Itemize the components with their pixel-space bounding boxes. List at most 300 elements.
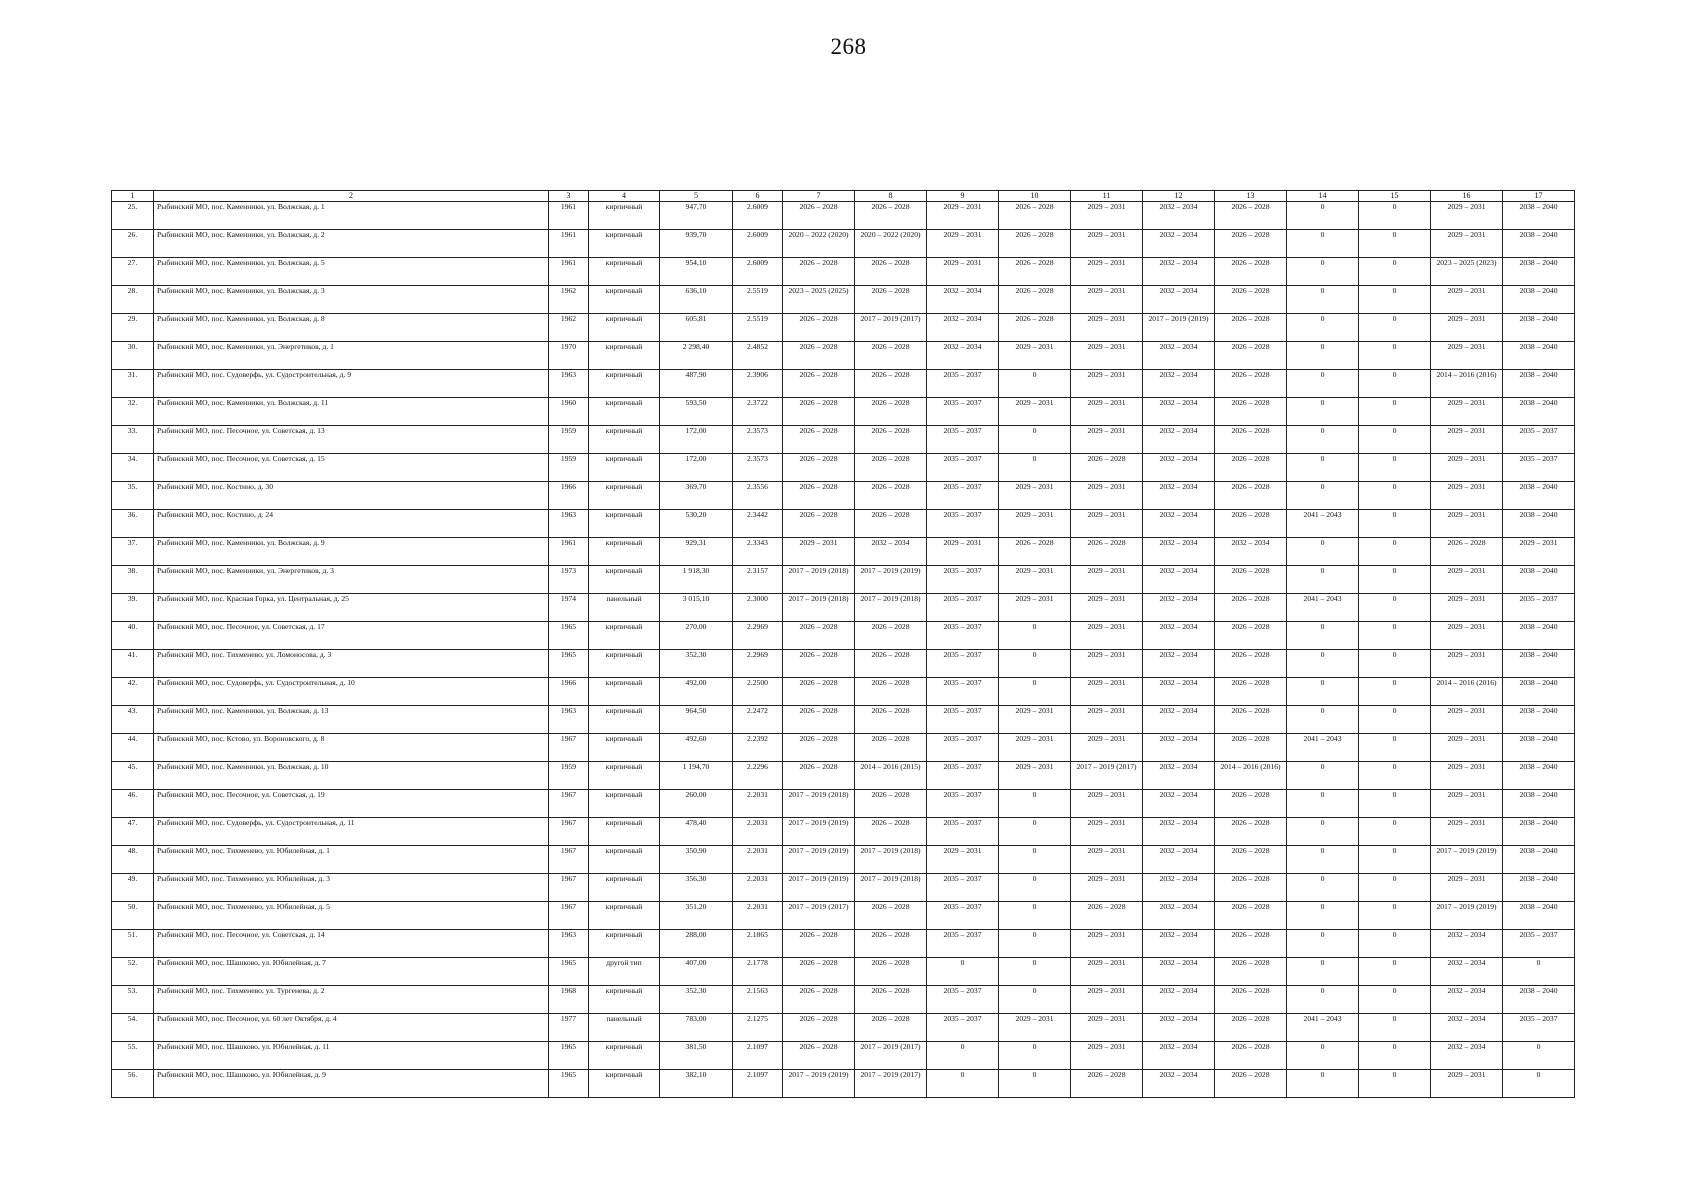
period-col-15-cell: 0: [1359, 230, 1431, 258]
table-row: [112, 650, 1575, 678]
wall-material-cell: кирпичный: [589, 482, 660, 510]
period-col-14-cell: 2041 – 2043: [1287, 594, 1359, 622]
area-cell: 270,00: [660, 622, 733, 650]
table-row: [112, 538, 1575, 566]
area-cell: 947,70: [660, 202, 733, 230]
period-col-9-cell: 2035 – 2037: [927, 930, 999, 958]
wall-material-cell: кирпичный: [589, 846, 660, 874]
coefficient-cell: 2.2296: [733, 762, 783, 790]
table-row: [112, 930, 1575, 958]
period-col-7-cell: 2026 – 2028: [783, 510, 855, 538]
year-built-cell: 1965: [549, 1042, 589, 1070]
period-col-14-cell: 0: [1287, 706, 1359, 734]
period-col-9-cell: 2035 – 2037: [927, 902, 999, 930]
area-cell: 1 918,30: [660, 566, 733, 594]
area-cell: 260,00: [660, 790, 733, 818]
area-cell: 783,00: [660, 1014, 733, 1042]
coefficient-cell: 2.1275: [733, 1014, 783, 1042]
wall-material-cell: кирпичный: [589, 230, 660, 258]
coefficient-cell: 2.3343: [733, 538, 783, 566]
column-number-row: [112, 191, 1575, 202]
period-col-13-cell: 2014 – 2016 (2016): [1215, 762, 1287, 790]
period-col-9-cell: 2035 – 2037: [927, 790, 999, 818]
period-col-16-cell: 2029 – 2031: [1431, 230, 1503, 258]
coefficient-cell: 2.1563: [733, 986, 783, 1014]
period-col-8-cell: 2017 – 2019 (2018): [855, 594, 927, 622]
period-col-15-cell: 0: [1359, 258, 1431, 286]
period-col-17-cell: 2038 – 2040: [1503, 902, 1575, 930]
period-col-14-cell: 0: [1287, 790, 1359, 818]
period-col-7-cell: 2026 – 2028: [783, 1014, 855, 1042]
period-col-13-cell: 2026 – 2028: [1215, 622, 1287, 650]
period-col-11-cell: 2029 – 2031: [1071, 622, 1143, 650]
period-col-15-cell: 0: [1359, 874, 1431, 902]
period-col-10-cell: 2029 – 2031: [999, 734, 1071, 762]
wall-material-cell: кирпичный: [589, 538, 660, 566]
period-col-15-cell: 0: [1359, 902, 1431, 930]
period-col-13-cell: 2026 – 2028: [1215, 1042, 1287, 1070]
area-cell: 954,10: [660, 258, 733, 286]
table-row: [112, 734, 1575, 762]
period-col-11-cell: 2029 – 2031: [1071, 398, 1143, 426]
period-col-17-cell: 2038 – 2040: [1503, 258, 1575, 286]
period-col-14-cell: 0: [1287, 622, 1359, 650]
coefficient-cell: 2.2969: [733, 622, 783, 650]
period-col-8-cell: 2014 – 2016 (2015): [855, 762, 927, 790]
coefficient-cell: 2.1097: [733, 1070, 783, 1098]
period-col-9-cell: 2035 – 2037: [927, 594, 999, 622]
period-col-8-cell: 2017 – 2019 (2018): [855, 874, 927, 902]
period-col-13-cell: 2026 – 2028: [1215, 902, 1287, 930]
period-col-13-cell: 2026 – 2028: [1215, 258, 1287, 286]
coefficient-cell: 2.1865: [733, 930, 783, 958]
period-col-9-cell: 2035 – 2037: [927, 818, 999, 846]
period-col-11-cell: 2029 – 2031: [1071, 510, 1143, 538]
period-col-14-cell: 0: [1287, 762, 1359, 790]
wall-material-cell: кирпичный: [589, 566, 660, 594]
table-row: [112, 818, 1575, 846]
period-col-10-cell: 2029 – 2031: [999, 706, 1071, 734]
period-col-11-cell: 2029 – 2031: [1071, 846, 1143, 874]
year-built-cell: 1960: [549, 398, 589, 426]
address-cell: Рыбинский МО, пос. Песочное, ул. 60 лет Октября, д. 4: [154, 1014, 549, 1042]
area-cell: 288,00: [660, 930, 733, 958]
period-col-8-cell: 2032 – 2034: [855, 538, 927, 566]
period-col-17-cell: 2038 – 2040: [1503, 398, 1575, 426]
table-row: [112, 314, 1575, 342]
period-col-8-cell: 2026 – 2028: [855, 258, 927, 286]
table-row: [112, 566, 1575, 594]
period-col-10-cell: 2029 – 2031: [999, 510, 1071, 538]
coefficient-cell: 2.6009: [733, 258, 783, 286]
period-col-12-cell: 2032 – 2034: [1143, 510, 1215, 538]
period-col-11-cell: 2026 – 2028: [1071, 454, 1143, 482]
period-col-16-cell: 2032 – 2034: [1431, 1042, 1503, 1070]
period-col-17-cell: 2029 – 2031: [1503, 538, 1575, 566]
period-col-14-cell: 0: [1287, 370, 1359, 398]
period-col-10-cell: 0: [999, 622, 1071, 650]
period-col-17-cell: 0: [1503, 1070, 1575, 1098]
period-col-17-cell: 2038 – 2040: [1503, 846, 1575, 874]
row-index-cell: 43.: [112, 706, 154, 734]
period-col-15-cell: 0: [1359, 650, 1431, 678]
wall-material-cell: кирпичный: [589, 1070, 660, 1098]
period-col-14-cell: 0: [1287, 454, 1359, 482]
period-col-10-cell: 0: [999, 986, 1071, 1014]
column-number-cell: 3: [549, 191, 589, 202]
table-row: [112, 482, 1575, 510]
wall-material-cell: кирпичный: [589, 342, 660, 370]
period-col-12-cell: 2032 – 2034: [1143, 202, 1215, 230]
table-row: [112, 1014, 1575, 1042]
row-index-cell: 30.: [112, 342, 154, 370]
row-index-cell: 41.: [112, 650, 154, 678]
period-col-11-cell: 2029 – 2031: [1071, 930, 1143, 958]
area-cell: 352,30: [660, 986, 733, 1014]
table-row: [112, 342, 1575, 370]
row-index-cell: 46.: [112, 790, 154, 818]
year-built-cell: 1963: [549, 370, 589, 398]
column-number-cell: 8: [855, 191, 927, 202]
period-col-8-cell: 2026 – 2028: [855, 342, 927, 370]
period-col-17-cell: 2038 – 2040: [1503, 342, 1575, 370]
period-col-8-cell: 2026 – 2028: [855, 818, 927, 846]
year-built-cell: 1962: [549, 286, 589, 314]
row-index-cell: 45.: [112, 762, 154, 790]
year-built-cell: 1965: [549, 958, 589, 986]
coefficient-cell: 2.6009: [733, 230, 783, 258]
period-col-13-cell: 2026 – 2028: [1215, 818, 1287, 846]
period-col-7-cell: 2026 – 2028: [783, 706, 855, 734]
year-built-cell: 1961: [549, 258, 589, 286]
period-col-16-cell: 2032 – 2034: [1431, 986, 1503, 1014]
year-built-cell: 1963: [549, 510, 589, 538]
period-col-10-cell: 0: [999, 1042, 1071, 1070]
period-col-10-cell: 0: [999, 818, 1071, 846]
period-col-12-cell: 2032 – 2034: [1143, 1014, 1215, 1042]
year-built-cell: 1961: [549, 230, 589, 258]
column-number-cell: 9: [927, 191, 999, 202]
wall-material-cell: кирпичный: [589, 398, 660, 426]
period-col-13-cell: 2026 – 2028: [1215, 510, 1287, 538]
period-col-15-cell: 0: [1359, 958, 1431, 986]
address-cell: Рыбинский МО, пос. Шашково, ул. Юбилейная, д. 11: [154, 1042, 549, 1070]
period-col-13-cell: 2026 – 2028: [1215, 286, 1287, 314]
period-col-15-cell: 0: [1359, 1042, 1431, 1070]
row-index-cell: 36.: [112, 510, 154, 538]
period-col-7-cell: 2026 – 2028: [783, 986, 855, 1014]
period-col-14-cell: 0: [1287, 286, 1359, 314]
period-col-7-cell: 2029 – 2031: [783, 538, 855, 566]
period-col-7-cell: 2026 – 2028: [783, 678, 855, 706]
period-col-8-cell: 2017 – 2019 (2017): [855, 1042, 927, 1070]
table-row: [112, 706, 1575, 734]
year-built-cell: 1966: [549, 482, 589, 510]
period-col-16-cell: 2029 – 2031: [1431, 314, 1503, 342]
period-col-13-cell: 2026 – 2028: [1215, 874, 1287, 902]
address-cell: Рыбинский МО, пос. Каменники, ул. Волжская, д. 13: [154, 706, 549, 734]
period-col-12-cell: 2032 – 2034: [1143, 482, 1215, 510]
year-built-cell: 1965: [549, 1070, 589, 1098]
period-col-13-cell: 2026 – 2028: [1215, 314, 1287, 342]
period-col-11-cell: 2029 – 2031: [1071, 678, 1143, 706]
period-col-17-cell: 2038 – 2040: [1503, 678, 1575, 706]
coefficient-cell: 2.2031: [733, 818, 783, 846]
period-col-10-cell: 0: [999, 790, 1071, 818]
table-row: [112, 958, 1575, 986]
period-col-11-cell: 2029 – 2031: [1071, 314, 1143, 342]
coefficient-cell: 2.5519: [733, 286, 783, 314]
column-number-cell: 2: [154, 191, 549, 202]
period-col-17-cell: 2038 – 2040: [1503, 986, 1575, 1014]
year-built-cell: 1963: [549, 930, 589, 958]
period-col-11-cell: 2029 – 2031: [1071, 958, 1143, 986]
period-col-7-cell: 2026 – 2028: [783, 1042, 855, 1070]
period-col-16-cell: 2029 – 2031: [1431, 762, 1503, 790]
table-row: [112, 678, 1575, 706]
coefficient-cell: 2.2472: [733, 706, 783, 734]
period-col-14-cell: 2041 – 2043: [1287, 1014, 1359, 1042]
period-col-7-cell: 2026 – 2028: [783, 958, 855, 986]
period-col-12-cell: 2032 – 2034: [1143, 258, 1215, 286]
address-cell: Рыбинский МО, пос. Каменники, ул. Волжская, д. 10: [154, 762, 549, 790]
period-col-13-cell: 2026 – 2028: [1215, 678, 1287, 706]
period-col-13-cell: 2026 – 2028: [1215, 482, 1287, 510]
coefficient-cell: 2.3573: [733, 426, 783, 454]
period-col-16-cell: 2029 – 2031: [1431, 818, 1503, 846]
coefficient-cell: 2.3722: [733, 398, 783, 426]
period-col-7-cell: 2026 – 2028: [783, 622, 855, 650]
period-col-10-cell: 2029 – 2031: [999, 398, 1071, 426]
period-col-10-cell: 2029 – 2031: [999, 762, 1071, 790]
wall-material-cell: кирпичный: [589, 258, 660, 286]
period-col-15-cell: 0: [1359, 314, 1431, 342]
wall-material-cell: кирпичный: [589, 622, 660, 650]
year-built-cell: 1962: [549, 314, 589, 342]
period-col-12-cell: 2032 – 2034: [1143, 342, 1215, 370]
period-col-15-cell: 0: [1359, 566, 1431, 594]
period-col-7-cell: 2026 – 2028: [783, 762, 855, 790]
wall-material-cell: кирпичный: [589, 762, 660, 790]
period-col-11-cell: 2029 – 2031: [1071, 874, 1143, 902]
period-col-9-cell: 2029 – 2031: [927, 202, 999, 230]
period-col-10-cell: 0: [999, 1070, 1071, 1098]
period-col-16-cell: 2032 – 2034: [1431, 1014, 1503, 1042]
row-index-cell: 25.: [112, 202, 154, 230]
year-built-cell: 1977: [549, 1014, 589, 1042]
period-col-10-cell: 0: [999, 874, 1071, 902]
table-row: [112, 510, 1575, 538]
period-col-8-cell: 2026 – 2028: [855, 370, 927, 398]
coefficient-cell: 2.2031: [733, 874, 783, 902]
year-built-cell: 1959: [549, 426, 589, 454]
address-cell: Рыбинский МО, пос. Каменники, ул. Волжская, д. 5: [154, 258, 549, 286]
table-row: [112, 286, 1575, 314]
address-cell: Рыбинский МО, пос. Судоверфь, ул. Судостроительная, д. 11: [154, 818, 549, 846]
period-col-15-cell: 0: [1359, 202, 1431, 230]
area-cell: 964,50: [660, 706, 733, 734]
column-number-cell: 15: [1359, 191, 1431, 202]
period-col-8-cell: 2026 – 2028: [855, 958, 927, 986]
period-col-15-cell: 0: [1359, 342, 1431, 370]
period-col-7-cell: 2026 – 2028: [783, 426, 855, 454]
period-col-8-cell: 2026 – 2028: [855, 706, 927, 734]
period-col-9-cell: 2035 – 2037: [927, 454, 999, 482]
period-col-8-cell: 2026 – 2028: [855, 622, 927, 650]
period-col-9-cell: 2029 – 2031: [927, 258, 999, 286]
period-col-7-cell: 2017 – 2019 (2018): [783, 594, 855, 622]
period-col-13-cell: 2026 – 2028: [1215, 734, 1287, 762]
period-col-8-cell: 2026 – 2028: [855, 902, 927, 930]
period-col-13-cell: 2026 – 2028: [1215, 426, 1287, 454]
year-built-cell: 1961: [549, 202, 589, 230]
period-col-10-cell: 2029 – 2031: [999, 342, 1071, 370]
period-col-9-cell: 2035 – 2037: [927, 398, 999, 426]
period-col-16-cell: 2029 – 2031: [1431, 398, 1503, 426]
period-col-11-cell: 2029 – 2031: [1071, 706, 1143, 734]
period-col-17-cell: 2038 – 2040: [1503, 622, 1575, 650]
wall-material-cell: кирпичный: [589, 734, 660, 762]
coefficient-cell: 2.2500: [733, 678, 783, 706]
period-col-17-cell: 0: [1503, 1042, 1575, 1070]
period-col-17-cell: 2038 – 2040: [1503, 706, 1575, 734]
period-col-9-cell: 2035 – 2037: [927, 622, 999, 650]
period-col-17-cell: 2035 – 2037: [1503, 454, 1575, 482]
period-col-12-cell: 2032 – 2034: [1143, 1042, 1215, 1070]
row-index-cell: 38.: [112, 566, 154, 594]
period-col-9-cell: 0: [927, 958, 999, 986]
period-col-15-cell: 0: [1359, 286, 1431, 314]
coefficient-cell: 2.5519: [733, 314, 783, 342]
period-col-16-cell: 2032 – 2034: [1431, 958, 1503, 986]
period-col-15-cell: 0: [1359, 846, 1431, 874]
row-index-cell: 39.: [112, 594, 154, 622]
period-col-12-cell: 2032 – 2034: [1143, 1070, 1215, 1098]
period-col-16-cell: 2032 – 2034: [1431, 930, 1503, 958]
wall-material-cell: кирпичный: [589, 706, 660, 734]
period-col-13-cell: 2026 – 2028: [1215, 986, 1287, 1014]
period-col-9-cell: 2035 – 2037: [927, 566, 999, 594]
period-col-13-cell: 2026 – 2028: [1215, 202, 1287, 230]
column-number-cell: 7: [783, 191, 855, 202]
period-col-10-cell: 2029 – 2031: [999, 1014, 1071, 1042]
period-col-9-cell: 0: [927, 1070, 999, 1098]
period-col-12-cell: 2032 – 2034: [1143, 650, 1215, 678]
period-col-14-cell: 0: [1287, 1070, 1359, 1098]
period-col-9-cell: 2029 – 2031: [927, 538, 999, 566]
table-row: [112, 902, 1575, 930]
address-cell: Рыбинский МО, пос. Тихменево, ул. Юбилейная, д. 1: [154, 846, 549, 874]
row-index-cell: 42.: [112, 678, 154, 706]
period-col-10-cell: 2026 – 2028: [999, 286, 1071, 314]
period-col-9-cell: 2032 – 2034: [927, 342, 999, 370]
period-col-7-cell: 2026 – 2028: [783, 482, 855, 510]
period-col-9-cell: 2035 – 2037: [927, 986, 999, 1014]
address-cell: Рыбинский МО, пос. Каменники, ул. Энергетиков, д. 3: [154, 566, 549, 594]
period-col-12-cell: 2032 – 2034: [1143, 958, 1215, 986]
period-col-15-cell: 0: [1359, 706, 1431, 734]
wall-material-cell: кирпичный: [589, 202, 660, 230]
period-col-13-cell: 2026 – 2028: [1215, 930, 1287, 958]
row-index-cell: 47.: [112, 818, 154, 846]
address-cell: Рыбинский МО, пос. Кстово, ул. Вороновского, д. 8: [154, 734, 549, 762]
wall-material-cell: кирпичный: [589, 370, 660, 398]
period-col-14-cell: 0: [1287, 482, 1359, 510]
period-col-14-cell: 0: [1287, 958, 1359, 986]
row-index-cell: 50.: [112, 902, 154, 930]
year-built-cell: 1967: [549, 818, 589, 846]
period-col-14-cell: 0: [1287, 874, 1359, 902]
period-col-13-cell: 2026 – 2028: [1215, 398, 1287, 426]
period-col-11-cell: 2029 – 2031: [1071, 342, 1143, 370]
period-col-7-cell: 2026 – 2028: [783, 342, 855, 370]
period-col-10-cell: 2026 – 2028: [999, 202, 1071, 230]
period-col-17-cell: 2035 – 2037: [1503, 1014, 1575, 1042]
period-col-17-cell: 2035 – 2037: [1503, 594, 1575, 622]
period-col-14-cell: 0: [1287, 230, 1359, 258]
area-cell: 487,90: [660, 370, 733, 398]
year-built-cell: 1967: [549, 734, 589, 762]
coefficient-cell: 2.1778: [733, 958, 783, 986]
period-col-14-cell: 0: [1287, 202, 1359, 230]
period-col-16-cell: 2029 – 2031: [1431, 734, 1503, 762]
period-col-12-cell: 2032 – 2034: [1143, 370, 1215, 398]
period-col-16-cell: 2029 – 2031: [1431, 454, 1503, 482]
period-col-16-cell: 2029 – 2031: [1431, 426, 1503, 454]
period-col-9-cell: 2035 – 2037: [927, 1014, 999, 1042]
area-cell: 492,60: [660, 734, 733, 762]
period-col-16-cell: 2014 – 2016 (2016): [1431, 370, 1503, 398]
period-col-11-cell: 2029 – 2031: [1071, 230, 1143, 258]
period-col-15-cell: 0: [1359, 678, 1431, 706]
period-col-9-cell: 2035 – 2037: [927, 762, 999, 790]
coefficient-cell: 2.2392: [733, 734, 783, 762]
period-col-7-cell: 2017 – 2019 (2019): [783, 818, 855, 846]
area-cell: 350,90: [660, 846, 733, 874]
address-cell: Рыбинский МО, пос. Каменники, ул. Волжская, д. 2: [154, 230, 549, 258]
row-index-cell: 54.: [112, 1014, 154, 1042]
wall-material-cell: панельный: [589, 1014, 660, 1042]
period-col-17-cell: 2038 – 2040: [1503, 790, 1575, 818]
address-cell: Рыбинский МО, пос. Тихменево, ул. Ломоносова, д. 3: [154, 650, 549, 678]
area-cell: 172,00: [660, 454, 733, 482]
address-cell: Рыбинский МО, пос. Тихменево, ул. Юбилейная, д. 5: [154, 902, 549, 930]
column-number-cell: 4: [589, 191, 660, 202]
period-col-8-cell: 2026 – 2028: [855, 510, 927, 538]
wall-material-cell: кирпичный: [589, 314, 660, 342]
period-col-17-cell: 2038 – 2040: [1503, 734, 1575, 762]
period-col-13-cell: 2026 – 2028: [1215, 958, 1287, 986]
period-col-12-cell: 2032 – 2034: [1143, 986, 1215, 1014]
address-cell: Рыбинский МО, пос. Каменники, ул. Волжская, д. 3: [154, 286, 549, 314]
year-built-cell: 1959: [549, 454, 589, 482]
period-col-7-cell: 2017 – 2019 (2019): [783, 846, 855, 874]
column-number-cell: 5: [660, 191, 733, 202]
period-col-10-cell: 2026 – 2028: [999, 258, 1071, 286]
table-row: [112, 398, 1575, 426]
period-col-11-cell: 2029 – 2031: [1071, 566, 1143, 594]
period-col-7-cell: 2026 – 2028: [783, 258, 855, 286]
period-col-7-cell: 2023 – 2025 (2025): [783, 286, 855, 314]
period-col-10-cell: 2026 – 2028: [999, 230, 1071, 258]
period-col-12-cell: 2017 – 2019 (2019): [1143, 314, 1215, 342]
address-cell: Рыбинский МО, пос. Песочное, ул. Советская, д. 17: [154, 622, 549, 650]
period-col-8-cell: 2026 – 2028: [855, 1014, 927, 1042]
period-col-15-cell: 0: [1359, 622, 1431, 650]
period-col-15-cell: 0: [1359, 930, 1431, 958]
period-col-8-cell: 2017 – 2019 (2017): [855, 1070, 927, 1098]
period-col-10-cell: 0: [999, 846, 1071, 874]
